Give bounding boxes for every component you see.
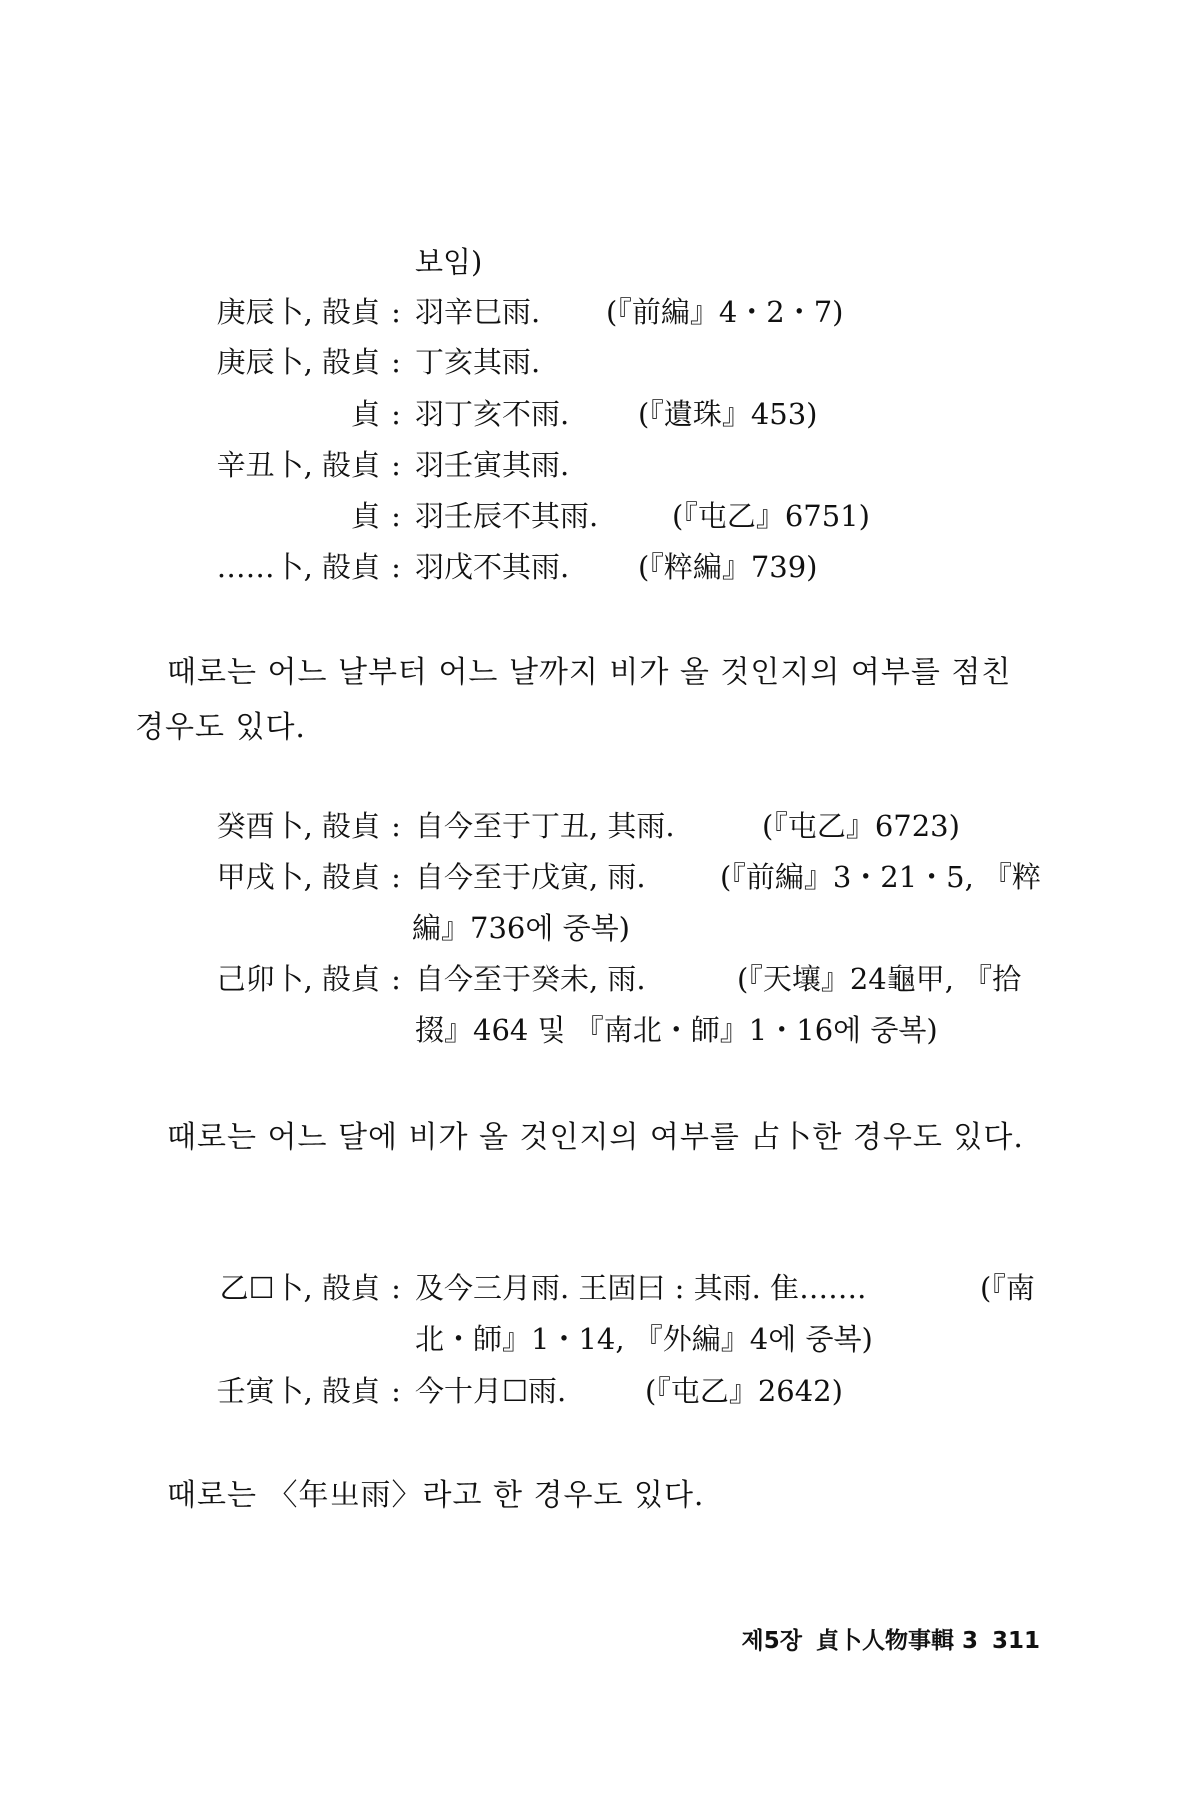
entry-prefix: 乙☐卜, 㱿貞 [219,1271,380,1305]
entry-text: 編』736에 중복) [412,911,630,945]
entry-text: 自今至于戊寅, 雨. [415,860,646,894]
entry-prefix: ……卜, 㱿貞 [216,550,380,584]
entry-colon: : [391,962,401,996]
entry-text: 及今三月雨. 王固曰 : 其雨. 隹……. [415,1271,867,1305]
entry-colon: : [391,809,401,843]
entry-citation: (『屯乙』2642) [645,1374,843,1408]
entry-citation: (『前編』4・2・7) [606,295,844,329]
entry-colon: : [391,448,401,482]
entry-colon: : [391,499,401,533]
entry-text: 丁亥其雨. [415,345,541,379]
entry-prefix: 癸酉卜, 㱿貞 [216,809,380,843]
entry-prefix: 甲戌卜, 㱿貞 [216,860,380,894]
entry-text: 羽壬辰不其雨. [415,499,599,533]
entry-prefix: 貞 [350,397,380,431]
entry-citation: (『屯乙』6751) [672,499,870,533]
entry-colon: : [391,860,401,894]
entry-text: 羽壬寅其雨. [415,448,570,482]
entry-text: 掇』464 및 『南北・師』1・16에 중복) [415,1013,938,1047]
entry-citation: (『前編』3・21・5, 『粹 [720,860,1042,894]
entry-citation: (『南 [980,1271,1035,1305]
entry-text: 今十月☐雨. [415,1374,567,1408]
entry-text: 北・師』1・14, 『外編』4에 중복) [415,1322,873,1356]
entry-text: 보임) [415,245,483,279]
paragraph: 때로는 〈年㞢雨〉라고 한 경우도 있다. [167,1478,705,1513]
entry-prefix: 庚辰卜, 㱿貞 [216,295,380,329]
running-title: 貞卜人物事輯 3 [815,1628,978,1654]
entry-text: 自今至于癸未, 雨. [415,962,646,996]
entry-text: 羽丁亥不雨. [415,397,570,431]
entry-prefix: 己卯卜, 㱿貞 [216,962,380,996]
page-footer [620,1622,1040,1655]
entry-citation: (『天壤』24龜甲, 『拾 [737,962,1022,996]
entry-text: 自今至于丁丑, 其雨. [415,809,675,843]
entry-text: 羽戊不其雨. [415,550,570,584]
entry-prefix: 壬寅卜, 㱿貞 [216,1374,380,1408]
entry-prefix: 辛丑卜, 㱿貞 [216,448,380,482]
entry-colon: : [391,295,401,329]
entry-citation: (『屯乙』6723) [762,809,960,843]
entry-text: 羽辛巳雨. [415,295,541,329]
entry-colon: : [391,1374,401,1408]
entry-prefix: 庚辰卜, 㱿貞 [216,345,380,379]
paragraph: 때로는 어느 달에 비가 올 것인지의 여부를 占卜한 경우도 있다. [167,1120,1024,1155]
entry-colon: : [391,345,401,379]
entry-prefix: 貞 [350,499,380,533]
entry-colon: : [391,397,401,431]
entry-citation: (『粹編』739) [638,550,818,584]
entry-colon: : [391,1271,401,1305]
entry-citation: (『遺珠』453) [638,397,818,431]
page-number: 311 [991,1628,1040,1654]
chapter-label: 제5장 [741,1628,802,1654]
paragraph: 때로는 어느 날부터 어느 날까지 비가 올 것인지의 여부를 점친 경우도 있다. [135,655,1012,745]
entry-colon: : [391,550,401,584]
